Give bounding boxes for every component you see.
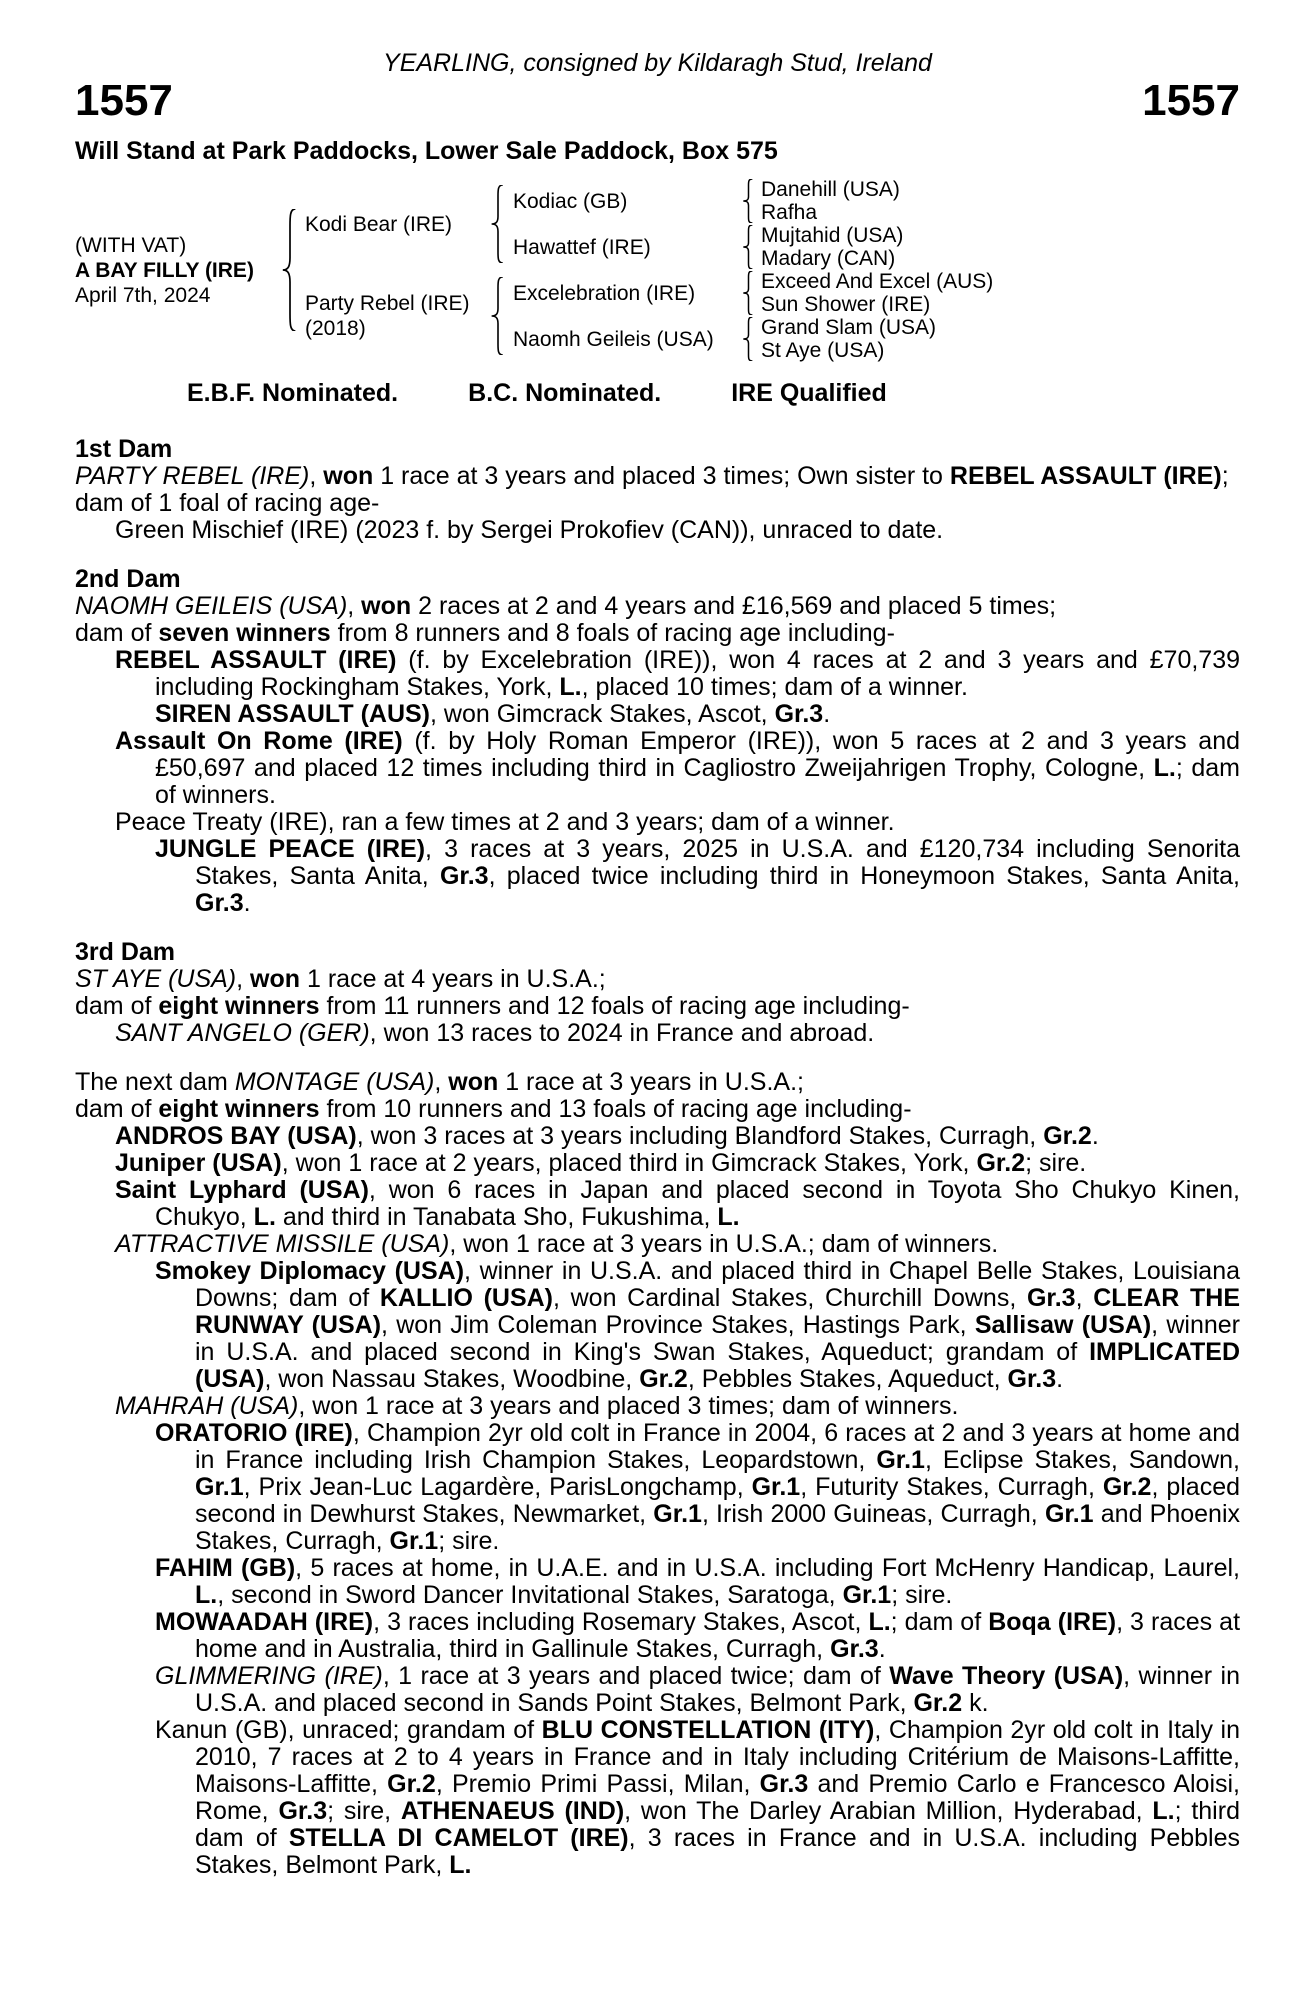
text-run: Assault On Rome (IRE) [115, 727, 403, 755]
text-run: won [361, 592, 412, 620]
catalogue-paragraph: Green Mischief (IRE) (2023 f. by Sergei Prokofiev (CAN)), unraced to date. [115, 516, 944, 544]
text-run: L. [559, 673, 582, 701]
section-heading: 1st Dam [75, 435, 173, 463]
dam-cell [305, 270, 483, 362]
catalogue-paragraph: NAOMH GEILEIS (USA), won 2 races at 2 and 4 years and £16,569 and placed 5 times; [75, 592, 1057, 620]
grandsire-name: Kodiac (GB) [513, 189, 628, 213]
great-grandparent-name: Mujtahid (USA) [761, 223, 904, 247]
vat-note: (WITH VAT) [75, 233, 187, 257]
text-run: Gr.3 [195, 889, 244, 917]
text-run: FAHIM (GB) [155, 1554, 296, 1582]
catalogue-paragraph: ST AYE (USA), won 1 race at 4 years in U.S.A.; [75, 965, 606, 993]
catalogue-paragraph: Smokey Diplomacy (USA), winner in U.S.A. and placed third in Chapel Belle Stakes, Louisiana Downs; dam of KALLIO (USA), won Cardinal Stakes, Churchill Downs, Gr.3, CLEAR THE RUNWAY (USA), won Jim Coleman Province Stakes, Hastings Park, Sallisaw (USA), winner in U.S.A. and placed second in King's Swan Stakes, Aqueduct; grandam of IMPLICATED (USA), won Nassau Stakes, Woodbine, Gr.2, Pebbles Stakes, Aqueduct, Gr.3. [155, 1257, 1241, 1393]
text-run: L. [868, 1608, 891, 1636]
text-run: Gr.3 [1026, 1284, 1076, 1312]
text-run: Gr.1 [842, 1581, 892, 1609]
text-run: Gr.2 [1102, 1473, 1152, 1501]
catalogue-paragraph: ATTRACTIVE MISSILE (USA), won 1 race at 3 years in U.S.A.; dam of winners. [115, 1230, 999, 1258]
text-run: L. [195, 1581, 218, 1609]
lot-number-left: 1557 [75, 76, 173, 125]
text-run: won [250, 965, 301, 993]
text-run: Gr.2 [387, 1770, 436, 1798]
text-run: ST AYE (USA) [75, 965, 237, 993]
text-run: Gr.1 [751, 1473, 801, 1501]
text-run: Gr.3 [774, 700, 824, 728]
horse-info-block [75, 178, 275, 362]
text-run: IMPLICATED (USA) [195, 1338, 1240, 1393]
lot-number-row [75, 78, 1240, 124]
catalogue-paragraph: dam of 1 foal of racing age- [75, 489, 380, 517]
horse-name: A BAY FILLY (IRE) [75, 258, 254, 282]
section-gap [75, 544, 1240, 566]
text-run: seven winners [158, 619, 331, 647]
great-grandparent-name: Sun Shower (IRE) [761, 292, 931, 316]
great-grandparent-name: Rafha [761, 200, 818, 224]
great-grandparent-name: St Aye (USA) [761, 338, 885, 362]
text-run: MONTAGE (USA) [234, 1068, 435, 1096]
text-run: eight winners [158, 992, 320, 1020]
text-run: eight winners [158, 1095, 320, 1123]
catalogue-paragraph: Peace Treaty (IRE), ran a few times at 2 and 3 years; dam of a winner. [115, 808, 895, 836]
stand-location-line: Will Stand at Park Paddocks, Lower Sale Paddock, Box 575 [75, 137, 778, 165]
catalogue-paragraph: ANDROS BAY (USA), won 3 races at 3 years including Blandford Stakes, Curragh, Gr.2. [115, 1122, 1099, 1150]
text-run: KALLIO (USA) [379, 1284, 554, 1312]
great-grandparent-name: Exceed And Excel (AUS) [761, 269, 994, 293]
pedigree-brace-small [735, 224, 761, 270]
catalogue-paragraph: SANT ANGELO (GER), won 13 races to 2024 in France and abroad. [115, 1019, 875, 1047]
text-run: Saint Lyphard (USA) [115, 1176, 369, 1204]
text-run: Gr.1 [1044, 1500, 1094, 1528]
catalogue-paragraph: Kanun (GB), unraced; grandam of BLU CONSTELLATION (ITY), Champion 2yr old colt in Italy in 2010, 7 races at 2 to 4 years in France and in Italy including Critérium de Maisons-Laffitte, Maisons-Laffitte, Gr.2, Premio Primi Passi, Milan, Gr.3 and Premio Carlo e Francesco Aloisi, Rome, Gr.3; sire, ATHENAEUS (IND), won The Darley Arabian Million, Hyderabad, L.; third dam of STELLA DI CAMELOT (IRE), 3 races in France and in U.S.A. including Pebbles Stakes, Belmont Park, L. [155, 1716, 1241, 1879]
catalogue-paragraph: FAHIM (GB), 5 races at home, in U.A.E. and in U.S.A. including Fort McHenry Handicap, Laurel, L., second in Sword Dancer Invitational Stakes, Saratoga, Gr.1; sire. [155, 1554, 1240, 1609]
great-grandparent-name: Madary (CAN) [761, 246, 896, 270]
pedigree-brace-dam [483, 270, 513, 362]
catalogue-paragraph: ORATORIO (IRE), Champion 2yr old colt in France in 2004, 6 races at 2 and 3 years at home and in France including Irish Champion Stakes, Leopardstown, Gr.1, Eclipse Stakes, Sandown, Gr.1, Prix Jean-Luc Lagardère, ParisLongchamp, Gr.1, Futurity Stakes, Curragh, Gr.2, placed second in Dewhurst Stakes, Newmarket, Gr.1, Irish 2000 Guineas, Curragh, Gr.1 and Phoenix Stakes, Curragh, Gr.1; sire. [155, 1419, 1240, 1555]
text-run: Wave Theory (USA) [889, 1662, 1124, 1690]
text-run: REBEL ASSAULT (IRE) [949, 462, 1222, 490]
catalogue-paragraph: SIREN ASSAULT (AUS), won Gimcrack Stakes, Ascot, Gr.3. [155, 700, 831, 728]
section-gap [75, 917, 1240, 939]
dam-name: Party Rebel (IRE) [305, 292, 470, 315]
text-run: Gr.3 [439, 862, 489, 890]
catalogue-paragraph: GLIMMERING (IRE), 1 race at 3 years and placed twice; dam of Wave Theory (USA), winner in U.S.A. and placed second in Sands Point Stakes, Belmont Park, Gr.2 k. [155, 1662, 1240, 1717]
catalogue-paragraph: dam of seven winners from 8 runners and 8 foals of racing age including- [75, 619, 895, 647]
text-run: L. [717, 1203, 740, 1231]
dam-year: (2018) [305, 317, 366, 340]
catalogue-paragraph: MOWAADAH (IRE), 3 races including Rosemary Stakes, Ascot, L.; dam of Boqa (IRE), 3 races at home and in Australia, third in Gallinule Stakes, Curragh, Gr.3. [155, 1608, 1241, 1663]
text-run: L. [1153, 754, 1176, 782]
great-grandparent-name: Danehill (USA) [761, 177, 900, 201]
text-run: Gr.2 [639, 1365, 688, 1393]
nomination-bc: B.C. Nominated. [468, 379, 662, 407]
text-run: REBEL ASSAULT (IRE) [115, 646, 397, 674]
text-run: Gr.1 [389, 1527, 439, 1555]
catalogue-paragraph: REBEL ASSAULT (IRE) (f. by Excelebration (IRE)), won 4 races at 2 and 3 years and £70,739 including Rockingham Stakes, York, L., placed 10 times; dam of a winner. [115, 646, 1241, 701]
text-run: L. [1152, 1797, 1175, 1825]
text-run: ATTRACTIVE MISSILE (USA) [115, 1230, 450, 1258]
text-run: Gr.3 [830, 1635, 879, 1663]
text-run: won [323, 462, 374, 490]
text-run: Gr.1 [653, 1500, 702, 1528]
catalogue-paragraph: PARTY REBEL (IRE), won 1 race at 3 years and placed 3 times; Own sister to REBEL ASSAULT (IRE); [75, 462, 1229, 490]
catalogue-paragraph: JUNGLE PEACE (IRE), 3 races at 3 years, 2025 in U.S.A. and £120,734 including Senorita Stakes, Santa Anita, Gr.3, placed twice including third in Honeymoon Stakes, Santa Anita, Gr.3. [155, 835, 1241, 917]
pedigree-brace-small [735, 316, 761, 362]
great-grandparent-name: Grand Slam (USA) [761, 315, 937, 339]
text-run: Gr.1 [195, 1473, 244, 1501]
text-run: STELLA DI CAMELOT (IRE) [288, 1824, 629, 1852]
sire-cell [305, 178, 483, 270]
text-run: ATHENAEUS (IND) [400, 1797, 625, 1825]
nominations-row [75, 378, 1240, 408]
granddam-name: Hawattef (IRE) [513, 235, 651, 259]
text-run: MOWAADAH (IRE) [155, 1608, 374, 1636]
section-heading: 2nd Dam [75, 565, 181, 593]
text-run: Gr.2 [976, 1149, 1026, 1177]
section-heading: 3rd Dam [75, 938, 176, 966]
text-run: CLEAR THE RUNWAY (USA) [195, 1284, 1240, 1339]
consignor-line: YEARLING, consigned by Kildaragh Stud, Ireland [383, 49, 932, 77]
catalogue-paragraph: Assault On Rome (IRE) (f. by Holy Roman Emperor (IRE)), won 5 races at 2 and 3 years and £50,697 and placed 12 times including third in Cagliostro Zweijahrigen Trophy, Cologne, L.; dam of winners. [115, 727, 1240, 809]
pedigree-brace-outer [275, 201, 305, 339]
nomination-ire: IRE Qualified [731, 379, 887, 407]
section-gap [75, 1047, 1240, 1069]
text-run: SANT ANGELO (GER) [115, 1019, 370, 1047]
pedigree-brace-small [735, 178, 761, 224]
grandsire-name: Excelebration (IRE) [513, 281, 696, 305]
text-run: Sallisaw (USA) [974, 1311, 1152, 1339]
nomination-ebf: E.B.F. Nominated. [187, 379, 399, 407]
lot-number-right: 1557 [1142, 76, 1240, 125]
text-run: L. [253, 1203, 276, 1231]
text-run: PARTY REBEL (IRE) [75, 462, 310, 490]
foal-date: April 7th, 2024 [75, 283, 211, 307]
text-run: ANDROS BAY (USA) [115, 1122, 357, 1150]
catalogue-paragraph: MAHRAH (USA), won 1 race at 3 years and placed 3 times; dam of winners. [115, 1392, 959, 1420]
catalogue-paragraph: dam of eight winners from 10 runners and 13 foals of racing age including- [75, 1095, 912, 1123]
text-run: SIREN ASSAULT (AUS) [155, 700, 430, 728]
catalogue-paragraph: Juniper (USA), won 1 race at 2 years, placed third in Gimcrack Stakes, York, Gr.2; sire. [115, 1149, 1087, 1177]
text-run: Gr.1 [876, 1446, 925, 1474]
text-run: Gr.3 [278, 1797, 328, 1825]
pedigree-brace-small [735, 270, 761, 316]
text-run: won [448, 1068, 499, 1096]
text-run: ORATORIO (IRE) [155, 1419, 353, 1447]
text-run: Boqa (IRE) [988, 1608, 1117, 1636]
sire-name: Kodi Bear (IRE) [305, 212, 453, 236]
pedigree-brace-sire [483, 178, 513, 270]
text-run: Juniper (USA) [115, 1149, 282, 1177]
text-run: Gr.2 [1043, 1122, 1092, 1150]
text-run: NAOMH GEILEIS (USA) [75, 592, 348, 620]
text-run: Gr.2 [913, 1689, 963, 1717]
text-run: BLU CONSTELLATION (ITY) [541, 1716, 875, 1744]
text-run: GLIMMERING (IRE) [155, 1662, 383, 1690]
text-run: Gr.3 [1007, 1365, 1057, 1393]
catalogue-paragraph: Saint Lyphard (USA), won 6 races in Japan and placed second in Toyota Sho Chukyo Kinen, Chukyo, L. and third in Tanabata Sho, Fukushima, L. [115, 1176, 1240, 1231]
catalogue-paragraph: The next dam MONTAGE (USA), won 1 race at 3 years in U.S.A.; [75, 1068, 804, 1096]
text-run: JUNGLE PEACE (IRE) [155, 835, 426, 863]
text-run: MAHRAH (USA) [115, 1392, 299, 1420]
granddam-name: Naomh Geileis (USA) [513, 327, 714, 351]
text-run: Gr.3 [759, 1770, 809, 1798]
catalogue-paragraph: dam of eight winners from 11 runners and 12 foals of racing age including- [75, 992, 910, 1020]
pedigree-table [75, 178, 1240, 362]
catalogue-body [75, 436, 1240, 1879]
text-run: L. [449, 1851, 472, 1879]
text-run: Smokey Diplomacy (USA) [155, 1257, 465, 1285]
